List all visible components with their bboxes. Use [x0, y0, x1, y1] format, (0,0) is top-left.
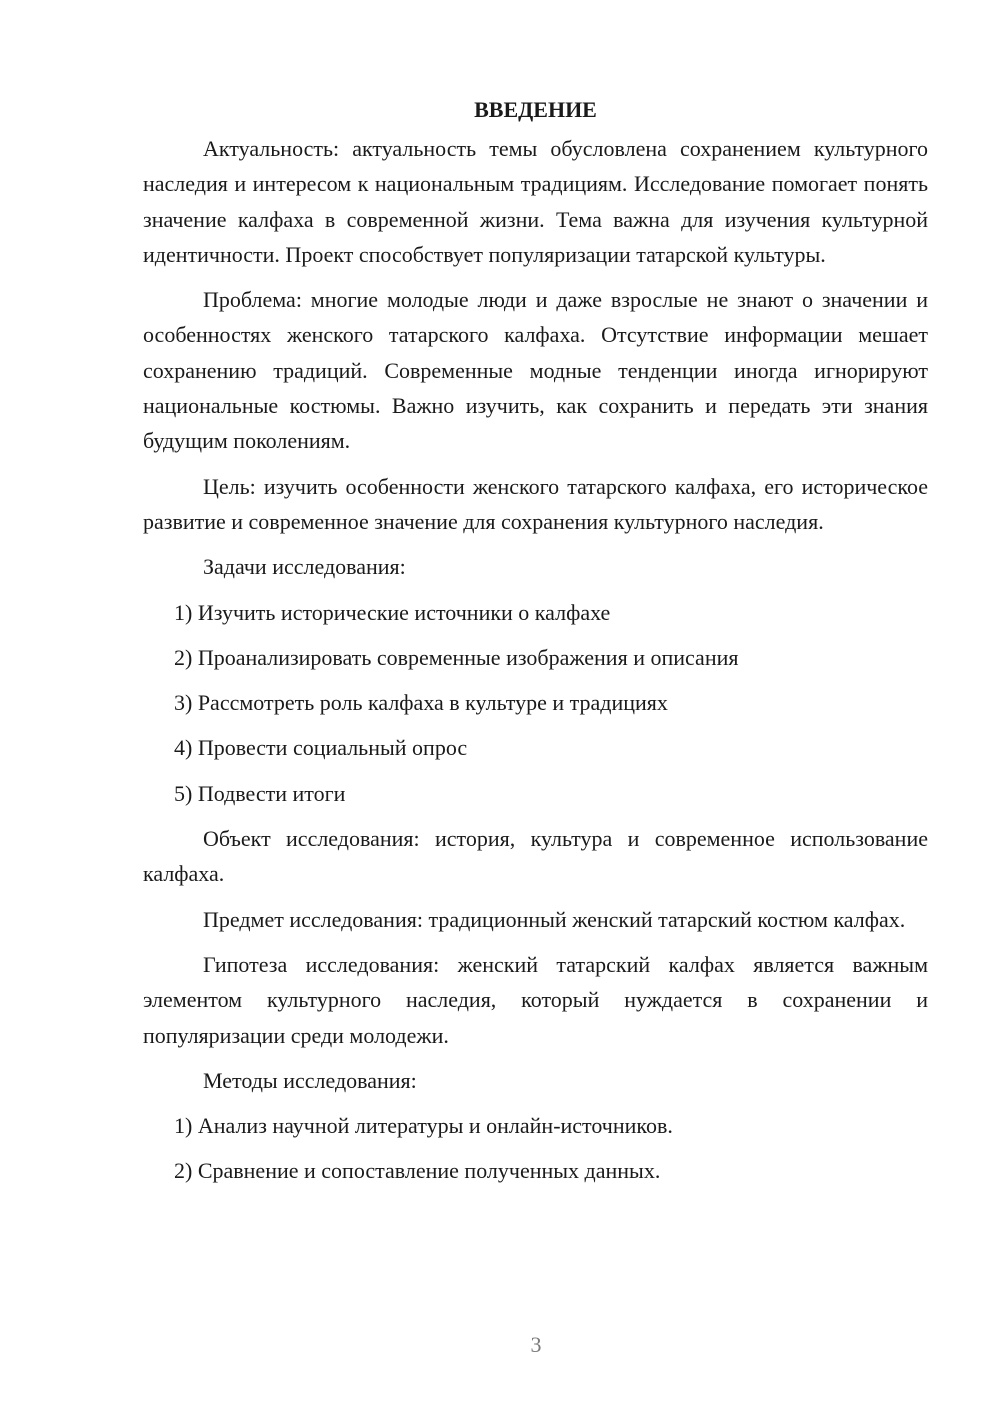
paragraph-subject: Предмет исследования: традиционный женский татарский костюм калфах.: [203, 906, 906, 932]
tasks-list: [143, 595, 928, 811]
paragraph-problem: Проблема: многие молодые люди и даже взрослые не знают о значении и особенностях женского татарского калфаха. Отсутствие информации мешает сохранению традиций. Современные модные тенденции иногда игнорируют национальные костюмы. Важно изучить, как сохранить и передать эти знания будущим поколениям.: [143, 287, 928, 454]
list-item: 3) Рассмотреть роль калфаха в культуре и традициях: [174, 690, 668, 716]
document-page: [143, 92, 928, 1199]
list-item: 2) Проанализировать современные изображения и описания: [174, 644, 739, 670]
list-item: 1) Изучить исторические источники о калфахе: [174, 599, 611, 625]
tasks-heading: Задачи исследования:: [203, 554, 406, 580]
page-title: ВВЕДЕНИЕ: [474, 97, 597, 122]
paragraph-relevance: Актуальность: актуальность темы обусловлена сохранением культурного наследия и интересом к национальным традициям. Исследование помогает понять значение калфаха в современной жизни. Тема важна для изучения культурной идентичности. Проект способствует популяризации татарской культуры.: [143, 136, 928, 267]
list-item: 1) Анализ научной литературы и онлайн-источников.: [174, 1113, 673, 1139]
paragraph-hypothesis: Гипотеза исследования: женский татарский калфах является важным элементом культурного наследия, который нуждается в сохранении и популяризации среди молодежи.: [143, 951, 928, 1048]
page-number: 3: [530, 1332, 542, 1357]
paragraph-goal: Цель: изучить особенности женского татарского калфаха, его историческое развитие и современное значение для сохранения культурного наследия.: [143, 473, 928, 534]
methods-heading: Методы исследования:: [203, 1067, 417, 1093]
paragraph-object: Объект исследования: история, культура и современное использование калфаха.: [143, 826, 928, 887]
list-item: 2) Сравнение и сопоставление полученных данных.: [174, 1158, 661, 1184]
list-item: 5) Подвести итоги: [174, 780, 346, 806]
list-item: 4) Провести социальный опрос: [174, 735, 468, 761]
methods-list: [143, 1108, 928, 1189]
